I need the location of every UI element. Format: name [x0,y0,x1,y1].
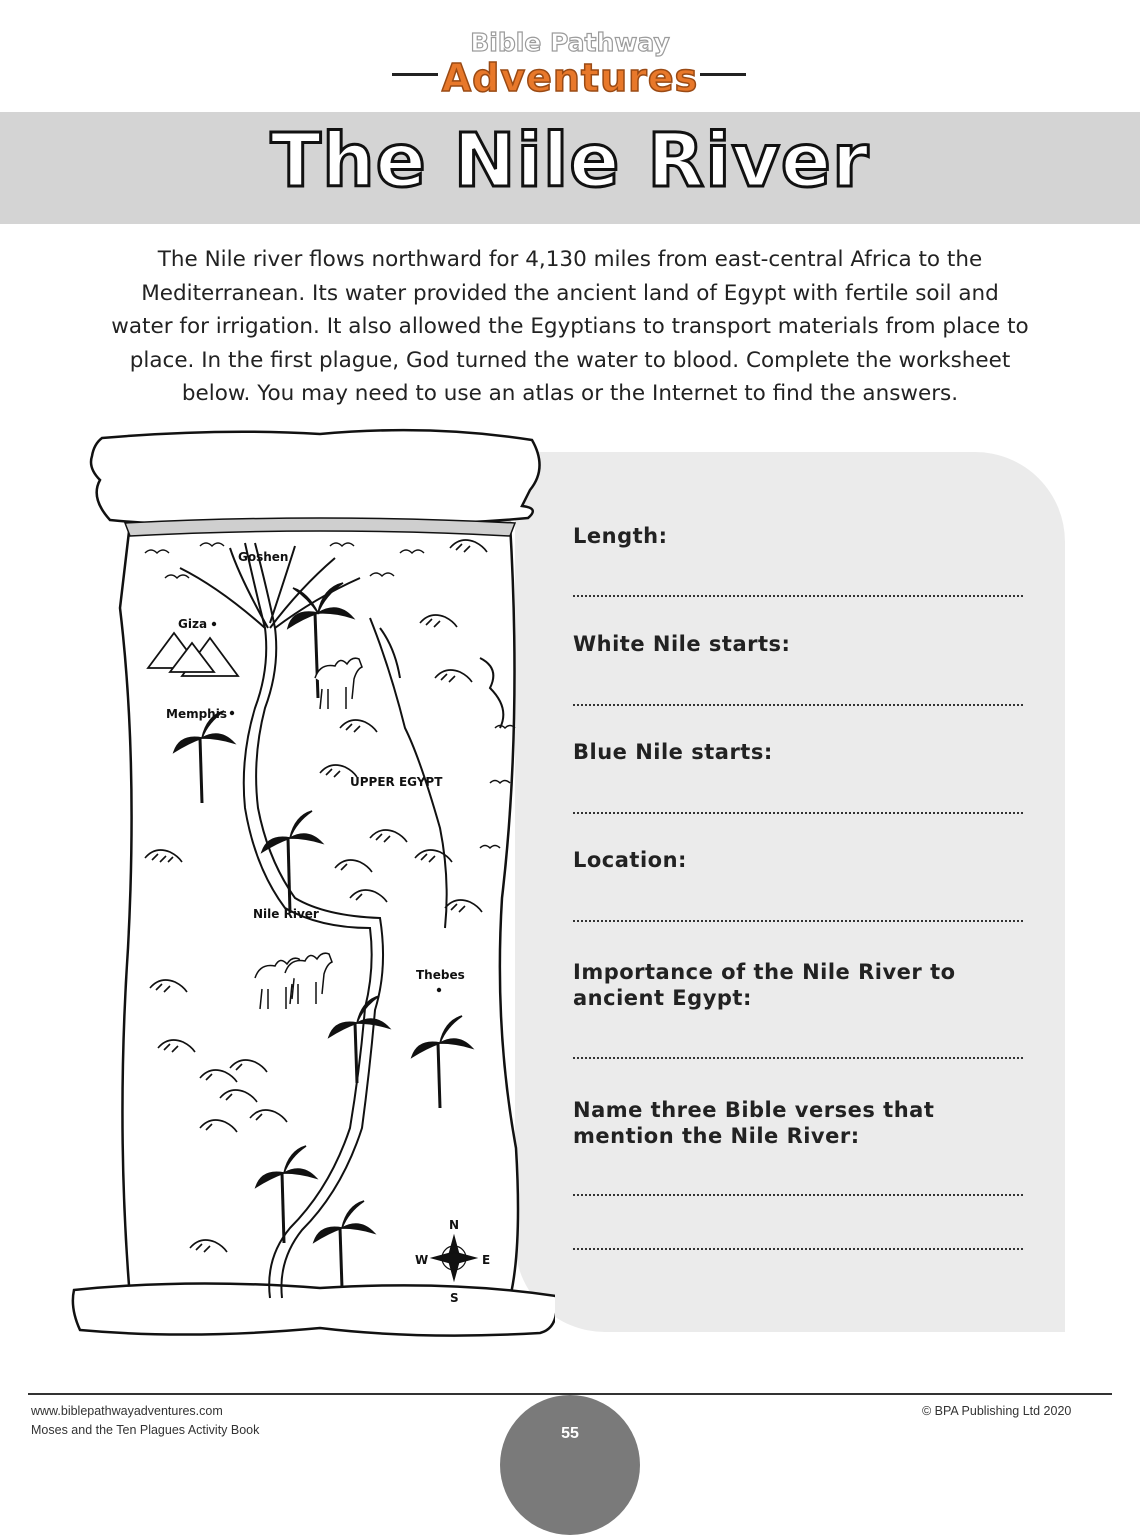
question-white-nile: White Nile starts: [573,632,791,656]
answer-line-white-nile[interactable] [573,704,1023,706]
footer-website: www.biblepathwayadventures.com [31,1404,223,1418]
footer-book-title: Moses and the Ten Plagues Activity Book [31,1423,260,1437]
answer-line-length[interactable] [573,595,1023,597]
map-label-nile-river: Nile River [253,907,319,921]
logo-text-top: Bible Pathway [470,28,670,57]
footer-copyright: © BPA Publishing Ltd 2020 [922,1404,1072,1418]
map-label-goshen: Goshen [238,550,289,564]
intro-paragraph: The Nile river flows northward for 4,130 miles from east-central Africa to the Mediterranean. Its water provided the ancient land of Egypt with fertile soil and water for irrigation. It also allowed the Egyptians to transport materials from place to place. In the first plague, God turned the water to blood. Complete the worksheet below. You may need to use an atlas or the Internet to find the answers. [111,247,1029,406]
answer-line-blue-nile[interactable] [573,812,1023,814]
logo-text-bottom: Adventures [441,56,699,100]
page-number: 55 [561,1425,579,1442]
compass-east: E [482,1253,491,1267]
compass-north: N [449,1218,460,1232]
scroll-top-roll [91,430,540,525]
question-verses: Name three Bible verses that mention the Nile River: [573,1098,935,1148]
answer-line-location[interactable] [573,920,1023,922]
compass-south: S [450,1291,459,1305]
page-number-badge [500,1395,640,1535]
compass-west: W [415,1253,429,1267]
page-title: The Nile River [270,118,870,204]
map-label-upper-egypt: UPPER EGYPT [350,775,443,789]
question-panel [515,452,1065,1332]
question-location: Location: [573,848,687,872]
nile-map-scroll [70,428,555,1338]
answer-line-verses-1[interactable] [573,1194,1023,1196]
map-label-thebes: Thebes [416,968,465,982]
question-importance: Importance of the Nile River to ancient Egypt: [573,960,956,1010]
map-label-giza: Giza [178,617,208,631]
question-blue-nile: Blue Nile starts: [573,740,773,764]
answer-line-verses-2[interactable] [573,1248,1023,1250]
map-label-memphis: Memphis [166,707,227,721]
answer-line-importance[interactable] [573,1057,1023,1059]
scroll-bottom-roll [73,1283,555,1335]
question-length: Length: [573,524,668,548]
